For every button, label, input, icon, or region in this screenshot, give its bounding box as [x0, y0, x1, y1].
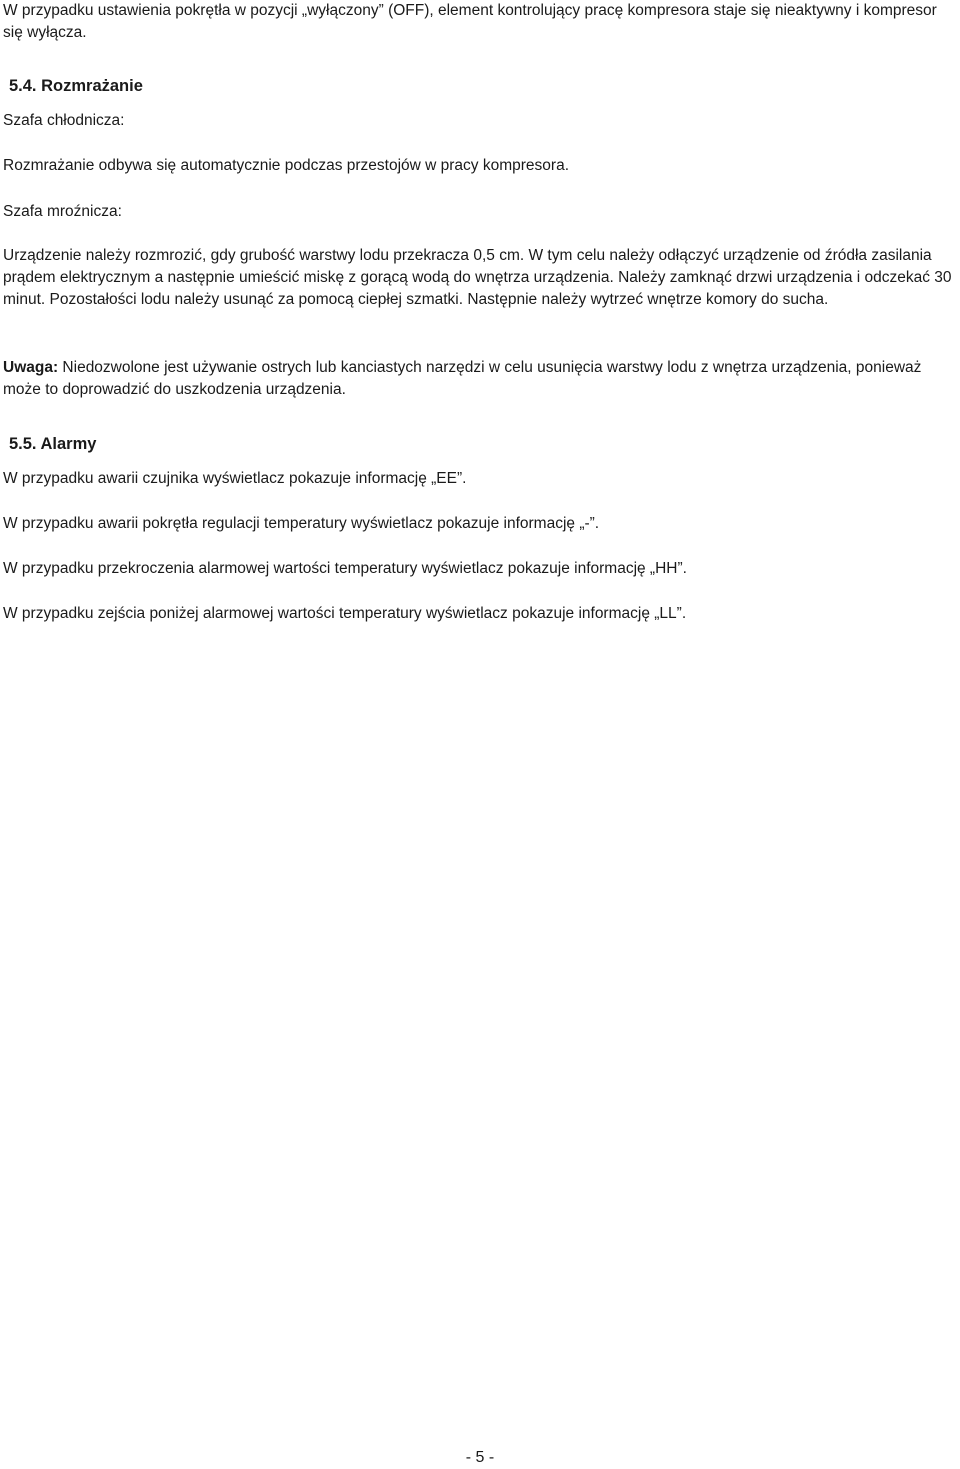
intro-paragraph: W przypadku ustawienia pokrętła w pozycji „wyłączony” (OFF), element kontrolujący pracę kompresora staje się nieaktywny i kompresor się wyłącza. [3, 2, 937, 41]
warning-text: Niedozwolone jest używanie ostrych lub kanciastych narzędzi w celu usunięcia warstwy lodu z wnętrza urządzenia, ponieważ może to doprowadzić do uszkodzenia urządzenia. [3, 359, 922, 398]
freezer-paragraph: Urządzenie należy rozmrozić, gdy grubość warstwy lodu przekracza 0,5 cm. W tym celu należy odłączyć urządzenie od źródła zasilania prądem elektrycznym a następnie umieścić miskę z gorącą wodą do wnętrza urządzenia. Należy zamknąć drzwi urządzenia i odczekać 30 minut. Pozostałości lodu należy usunąć za pomocą ciepłej szmatki. Następnie należy wytrzeć wnętrze komory do sucha. [3, 247, 952, 308]
alarm-item: W przypadku awarii pokrętła regulacji temperatury wyświetlacz pokazuje informację „-”. [3, 515, 600, 532]
alarm-item: W przypadku przekroczenia alarmowej wartości temperatury wyświetlacz pokazuje informację „HH”. [3, 560, 687, 577]
alarm-item: W przypadku awarii czujnika wyświetlacz pokazuje informację „EE”. [3, 470, 467, 487]
warning-label: Uwaga: [3, 359, 59, 376]
warning-paragraph [3, 357, 955, 401]
fridge-paragraph: Rozmrażanie odbywa się automatycznie podczas przestojów w pracy kompresora. [3, 157, 569, 174]
alarms-heading: 5.5. Alarmy [9, 435, 97, 453]
page-number: - 5 - [465, 1449, 495, 1466]
freezer-label: Szafa mroźnicza: [3, 203, 122, 220]
defrost-heading: 5.4. Rozmrażanie [9, 77, 143, 95]
alarm-item: W przypadku zejścia poniżej alarmowej wartości temperatury wyświetlacz pokazuje informację „LL”. [3, 605, 687, 622]
fridge-label: Szafa chłodnicza: [3, 112, 125, 129]
